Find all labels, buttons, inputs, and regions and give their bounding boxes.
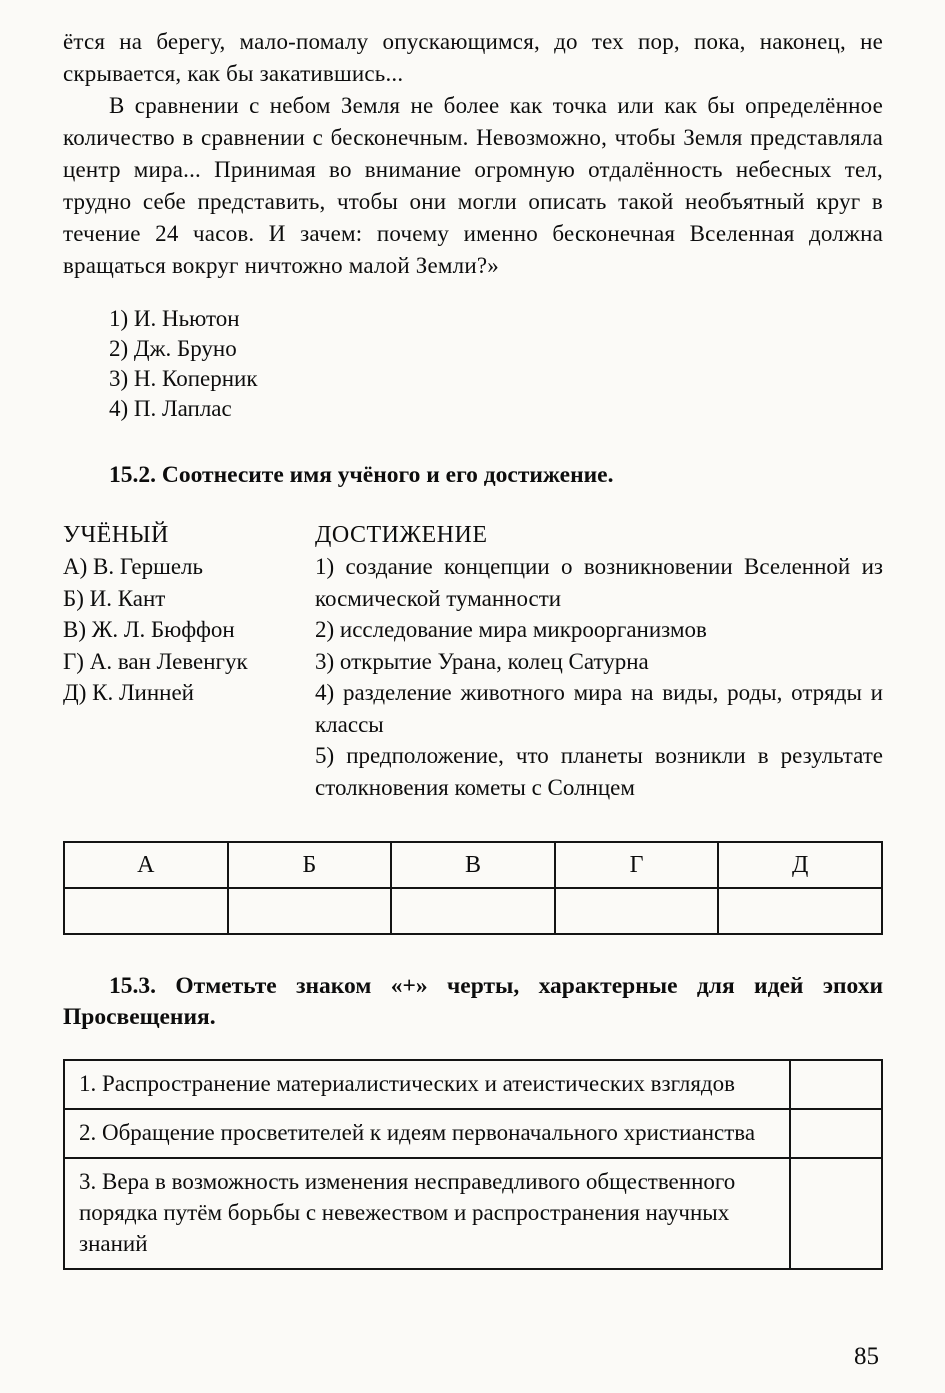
achievements-column-header: ДОСТИЖЕНИЕ xyxy=(315,522,488,548)
answer-option: 1) И. Ньютон xyxy=(109,306,240,331)
answer-grid-input-cell[interactable] xyxy=(718,888,882,934)
feature-row xyxy=(64,1158,882,1269)
feature-text-cell: 2. Обращение просветителей к идеям первоначального христианства xyxy=(64,1109,790,1158)
feature-mark-cell[interactable] xyxy=(790,1109,882,1158)
answer-grid-input-cell[interactable] xyxy=(64,888,228,934)
answer-grid-input-row xyxy=(64,888,882,934)
feature-row xyxy=(64,1109,882,1158)
achievement-item: 3) открытие Урана, колец Сатурна xyxy=(315,648,649,674)
answer-grid-table xyxy=(63,841,883,935)
answer-grid-input-cell[interactable] xyxy=(391,888,555,934)
scientist-item: В) Ж. Л. Бюффон xyxy=(63,617,235,642)
scientist-item: Г) А. ван Левенгук xyxy=(63,648,248,674)
scientist-item: Д) К. Линней xyxy=(63,680,194,705)
matching-section xyxy=(63,519,883,803)
scientist-item: А) В. Гершель xyxy=(63,554,203,579)
answer-options-list xyxy=(109,304,883,424)
answer-grid-input-cell[interactable] xyxy=(555,888,719,934)
feature-mark-cell[interactable] xyxy=(790,1060,882,1109)
scientists-column-header: УЧЁНЫЙ xyxy=(63,522,169,548)
answer-grid-header-cell: А xyxy=(64,842,228,888)
answer-option: 3) Н. Коперник xyxy=(109,366,258,391)
achievement-item: 5) предположение, что планеты возникли в результате столкновения кометы с Солнцем xyxy=(315,743,883,800)
page-number: 85 xyxy=(854,1343,879,1370)
achievement-item: 1) создание концепции о возникновении Вселенной из космической туманности xyxy=(315,554,883,611)
features-table xyxy=(63,1059,883,1270)
answer-option: 4) П. Лаплас xyxy=(109,396,232,421)
answer-grid-header-row xyxy=(64,842,882,888)
scientists-column xyxy=(63,519,315,803)
answer-grid-header-cell: Д xyxy=(718,842,882,888)
task-15-2-heading: 15.2. Соотнесите имя учёного и его достижение. xyxy=(109,462,614,488)
answer-grid-header-cell: Б xyxy=(228,842,392,888)
quote-continuation-paragraph: ётся на берегу, мало-помалу опускающимся, до тех пор, пока, наконец, не скрывается, как бы закатившись... xyxy=(63,29,883,86)
achievements-column xyxy=(315,519,883,803)
scientist-item: Б) И. Кант xyxy=(63,585,166,611)
answer-grid-input-cell[interactable] xyxy=(228,888,392,934)
task-15-3-heading: 15.3. Отметьте знаком «+» черты, характерные для идей эпохи Просвещения. xyxy=(63,973,883,1030)
quote-main-paragraph: В сравнении с небом Земля не более как точка или как бы определённое количество в сравнении с бесконечным. Невозможно, чтобы Земля представляла центр мира... Принимая во внимание огромную отдалённость небесных тел, трудно себе представить, чтобы они могли описать такой необъятный круг в течение 24 часов. И зачем: почему именно бесконечная Вселенная должна вращаться вокруг ничтожно малой Земли?» xyxy=(63,93,883,278)
feature-text-cell: 1. Распространение материалистических и атеистических взглядов xyxy=(64,1060,790,1109)
achievement-item: 2) исследование мира микроорганизмов xyxy=(315,617,707,642)
answer-grid-header-cell: В xyxy=(391,842,555,888)
answer-option: 2) Дж. Бруно xyxy=(109,336,237,361)
answer-grid-header-cell: Г xyxy=(555,842,719,888)
achievement-item: 4) разделение животного мира на виды, роды, отряды и классы xyxy=(315,680,883,737)
feature-text-cell: 3. Вера в возможность изменения несправедливого общественного порядка путём борьбы с невежеством и распространения научных знаний xyxy=(64,1158,790,1269)
feature-mark-cell[interactable] xyxy=(790,1158,882,1269)
feature-row xyxy=(64,1060,882,1109)
